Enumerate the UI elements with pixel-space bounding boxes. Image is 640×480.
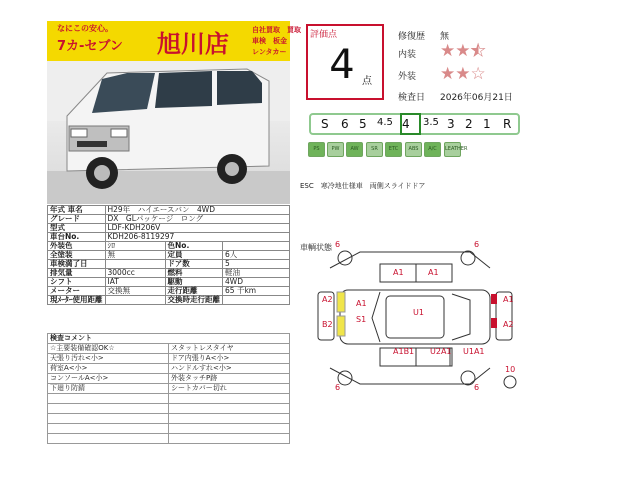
spec-label: グレード (48, 215, 106, 224)
star-icon: ★ (455, 41, 471, 61)
spec-value: 無 (105, 251, 165, 260)
banner-service-3: レンタカー (252, 48, 287, 56)
tire-tread-label: 6 (474, 383, 480, 392)
banner-tagline: なにこの安心。 (57, 24, 113, 33)
equipment-etc-icon: ETC (385, 142, 402, 157)
spec-label: 色No. (165, 242, 223, 251)
spec-value: 3000cc (105, 269, 165, 278)
star-icon: ★ (440, 64, 456, 84)
spec-value (105, 296, 165, 305)
equipment-sr-icon: SR (366, 142, 383, 157)
comment-cell: ハンドルすれ<小> (169, 364, 290, 374)
grade-selected-box (400, 113, 421, 135)
spec-label: 全塗装 (48, 251, 106, 260)
spec-value: DX GLパッケージ ロング (105, 215, 290, 224)
damage-label: U1 (413, 308, 424, 317)
star-icon: ★ (455, 64, 471, 84)
equipment-leather-icon: LEATHER (444, 142, 461, 157)
repair-history-label: 修復歴 (398, 32, 426, 42)
comment-row (48, 364, 290, 374)
comment-cell (169, 434, 290, 444)
spec-value: KDH206-8119297 (105, 233, 290, 242)
comment-cell (48, 424, 169, 434)
spec-value: LDF-KDH206V (105, 224, 290, 233)
interior-stars (440, 41, 486, 60)
comments-header: 検査コメント (48, 334, 290, 344)
damage-label: A1 (393, 268, 404, 277)
comment-cell: ドア内張りA<小> (169, 354, 290, 364)
spec-label: 交換時走行距離 (165, 296, 223, 305)
tire-tread-label: 6 (474, 240, 480, 249)
options-text: ESC 寒冷地仕様車 両側スライドドア (300, 182, 426, 190)
spec-label: 駆動 (165, 278, 223, 287)
damage-label: A1 (428, 268, 439, 277)
comment-row (48, 394, 290, 404)
inspection-comments-table (47, 333, 290, 444)
interior-label: 内装 (398, 50, 417, 60)
damage-label: A1 (356, 299, 367, 308)
grade-option: 2 (465, 117, 473, 131)
spec-label: 排気量 (48, 269, 106, 278)
equipment-aw-icon: AW (346, 142, 363, 157)
spec-value: 軽油 (223, 269, 290, 278)
comment-cell: コンソールA<小> (48, 374, 169, 384)
comment-cell: シートカバー切れ (169, 384, 290, 394)
inspection-date-label: 検査日 (398, 93, 426, 103)
spec-label: 燃料 (165, 269, 223, 278)
spec-label: 定員 (165, 251, 223, 260)
comment-row (48, 384, 290, 394)
score-label: 評価点 (310, 30, 338, 40)
tire-tread-label: 6 (335, 383, 341, 392)
grade-option: 4.5 (377, 117, 393, 128)
spec-value: 交換無 (105, 287, 165, 296)
spec-label: 現ﾒｰﾀｰ使用距離 (48, 296, 106, 305)
spec-value: 4WD (223, 278, 290, 287)
comment-row (48, 414, 290, 424)
inspection-date-value: 2026年06月21日 (440, 93, 513, 103)
damage-label: A2 (322, 295, 333, 304)
comment-row (48, 354, 290, 364)
comment-cell (48, 394, 169, 404)
comment-cell (169, 394, 290, 404)
spec-label: 外装色 (48, 242, 106, 251)
grade-option: S (321, 117, 329, 131)
score-unit: 点 (362, 76, 372, 87)
banner-service-1: 自社買取 買取 (252, 26, 301, 34)
comment-cell: 天張り汚れ<小> (48, 354, 169, 364)
comment-cell (169, 424, 290, 434)
score-value: 4 (329, 42, 355, 88)
comment-cell: 荷室A<小> (48, 364, 169, 374)
comment-row (48, 344, 290, 354)
spec-table (47, 205, 290, 305)
comment-cell (169, 414, 290, 424)
vehicle-condition-diagram (300, 240, 530, 410)
grade-option: 3.5 (423, 117, 439, 128)
vehicle-photo (47, 61, 290, 204)
damage-label: U1A1 (463, 347, 485, 356)
van-illustration (47, 61, 290, 204)
spec-value (223, 296, 290, 305)
comment-row (48, 434, 290, 444)
tire-tread-label: 10 (505, 365, 516, 374)
comment-cell: 外装タッチP跡 (169, 374, 290, 384)
banner-city: 旭川店 (157, 29, 229, 58)
grade-option: 1 (483, 117, 491, 131)
comment-cell: 下廻り防錆 (48, 384, 169, 394)
spec-label: 走行距離 (165, 287, 223, 296)
damage-label: A1 (503, 295, 514, 304)
damage-label: U2A1 (430, 347, 452, 356)
damage-label: S1 (356, 315, 367, 324)
comment-cell: ☆主要装備確認OK☆ (48, 344, 169, 354)
comment-cell (48, 434, 169, 444)
spec-label: 車台No. (48, 233, 106, 242)
spec-label: ドア数 (165, 260, 223, 269)
damage-label: A1B1 (393, 347, 415, 356)
grade-option: 6 (341, 117, 349, 131)
equipment-ac-icon: A/C (424, 142, 441, 157)
spec-value: 65 千km (223, 287, 290, 296)
spec-value: H29年 ハイエースバン 4WD (105, 206, 290, 215)
comment-row (48, 424, 290, 434)
exterior-stars (440, 64, 486, 83)
equipment-ps-icon: PS (308, 142, 325, 157)
spec-label: シフト (48, 278, 106, 287)
exterior-label: 外装 (398, 72, 417, 82)
equipment-abs-icon: ABS (405, 142, 422, 157)
star-icon: ☆ (470, 64, 486, 84)
comment-cell (48, 414, 169, 424)
grade-option: 4 (402, 117, 410, 131)
damage-label: A2 (503, 320, 514, 329)
comment-cell (48, 404, 169, 414)
spec-label: 車検満了日 (48, 260, 106, 269)
grade-option: 3 (447, 117, 455, 131)
spec-label: メーター (48, 287, 106, 296)
evaluation-score-box (306, 24, 384, 100)
vehicle-condition-title: 車輌状態 (300, 243, 332, 252)
grade-option: R (503, 117, 512, 131)
spec-label: 年式 車名 (48, 206, 106, 215)
spec-row (48, 215, 290, 224)
comment-row (48, 404, 290, 414)
spec-value: ｼﾛ (105, 242, 165, 251)
star-icon: ★ (440, 41, 456, 61)
spec-row (48, 296, 290, 305)
tire-tread-label: 6 (335, 240, 341, 249)
grade-option: 5 (359, 117, 367, 131)
comment-cell: スタットレスタイヤ (169, 344, 290, 354)
spec-label: 型式 (48, 224, 106, 233)
banner-brand: 7カ-セブン (57, 39, 123, 54)
comment-cell (169, 404, 290, 414)
grade-scale (309, 113, 520, 135)
comment-row (48, 374, 290, 384)
banner-service-2: 車検 板金 (252, 37, 287, 45)
equipment-pw-icon: PW (327, 142, 344, 157)
spec-value: 5 (223, 260, 290, 269)
repair-history-value: 無 (440, 32, 450, 42)
spec-value: IAT (105, 278, 165, 287)
spec-value: 6人 (223, 251, 290, 260)
star-icon: ★ (470, 41, 486, 61)
damage-label: B2 (322, 320, 333, 329)
dealer-banner (47, 21, 301, 61)
